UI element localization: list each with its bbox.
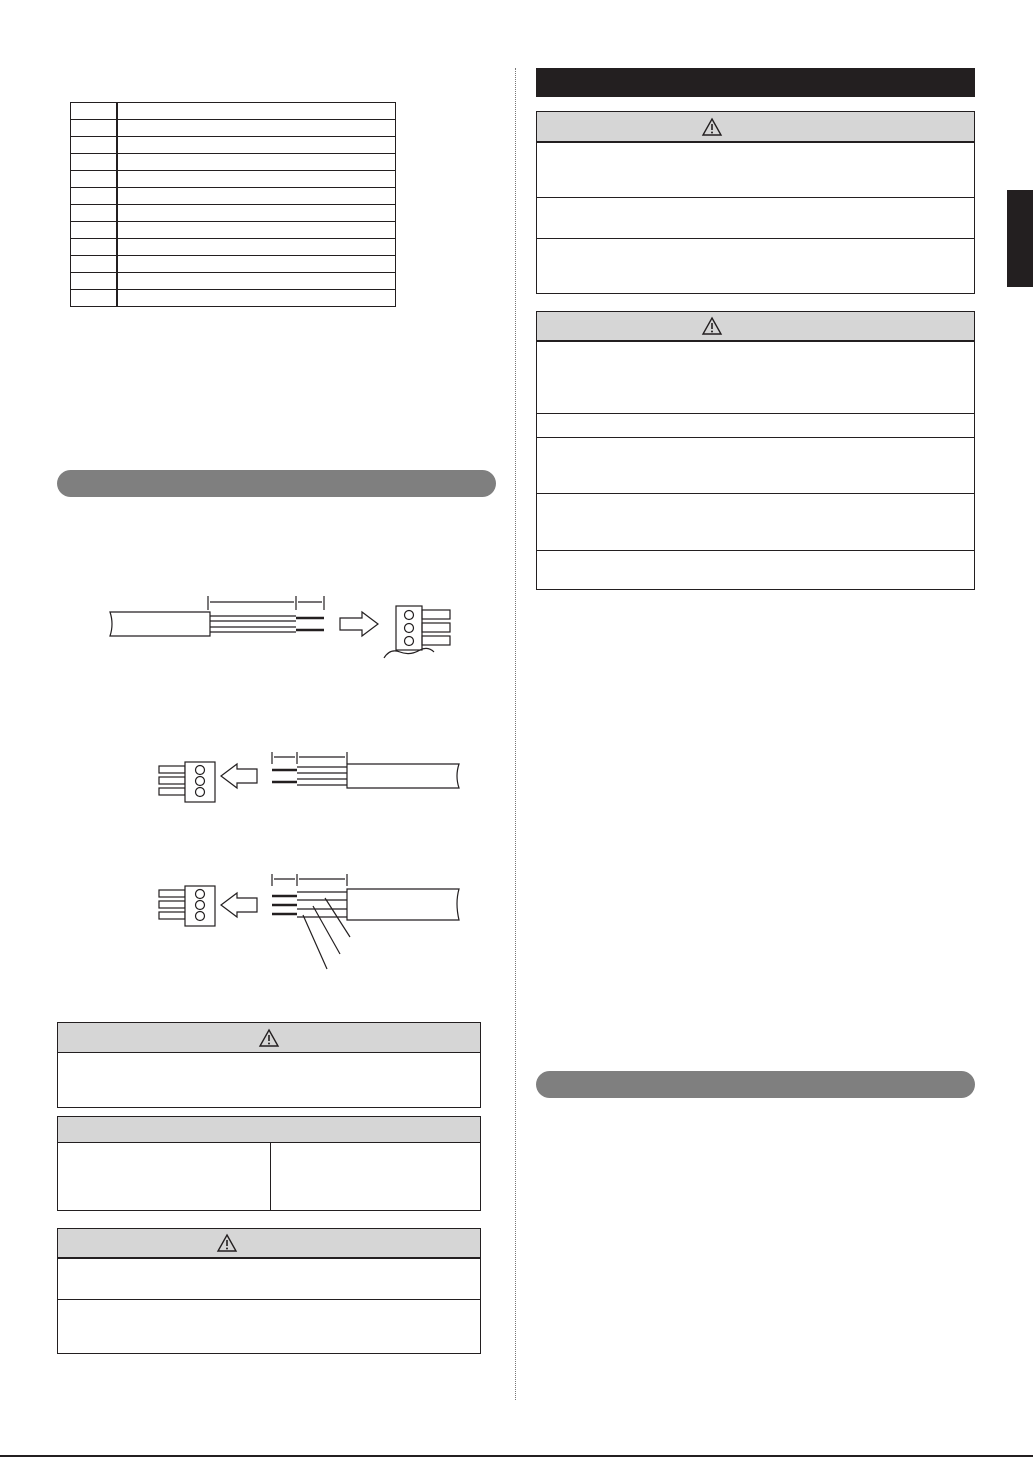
spec-table-cell bbox=[117, 188, 396, 205]
note-box-left bbox=[57, 1116, 481, 1211]
spec-table-row bbox=[71, 290, 396, 307]
wiring-diagram-3 bbox=[155, 872, 475, 972]
warning-item bbox=[537, 142, 974, 197]
spec-table-row bbox=[71, 256, 396, 273]
spec-table-cell bbox=[71, 171, 118, 188]
warning-item bbox=[537, 493, 974, 550]
spec-table-cell bbox=[117, 171, 396, 188]
spec-table-cell bbox=[117, 273, 396, 290]
note-box-header bbox=[58, 1117, 480, 1143]
spec-table-cell bbox=[117, 239, 396, 256]
spec-table-row bbox=[71, 120, 396, 137]
warning-item bbox=[537, 413, 974, 437]
warning-triangle-icon bbox=[702, 118, 722, 136]
spec-table-cell bbox=[71, 273, 118, 290]
section-heading-bar-right bbox=[536, 1071, 975, 1098]
wiring-diagram-1 bbox=[100, 590, 480, 670]
warning-box-header bbox=[537, 112, 974, 142]
spec-table-cell bbox=[117, 256, 396, 273]
spec-table-row bbox=[71, 188, 396, 205]
spec-table-cell bbox=[71, 222, 118, 239]
warning-box-header bbox=[58, 1023, 480, 1053]
spec-table bbox=[70, 102, 396, 307]
warning-box-header bbox=[58, 1229, 480, 1258]
warning-item bbox=[537, 341, 974, 413]
spec-table-cell bbox=[117, 103, 396, 120]
section-title-bar bbox=[536, 68, 975, 97]
spec-table-cell bbox=[117, 154, 396, 171]
warning-box-header bbox=[537, 312, 974, 341]
spec-table-cell bbox=[71, 137, 118, 154]
warning-box-right-2 bbox=[536, 311, 975, 590]
language-tab bbox=[1007, 190, 1033, 287]
spec-table-cell bbox=[71, 205, 118, 222]
spec-table-row bbox=[71, 239, 396, 256]
warning-item bbox=[537, 437, 974, 493]
spec-table-row bbox=[71, 171, 396, 188]
warning-item bbox=[537, 197, 974, 238]
spec-table-cell bbox=[117, 290, 396, 307]
spec-table-cell bbox=[71, 154, 118, 171]
spec-table-row bbox=[71, 222, 396, 239]
warning-box-right-1 bbox=[536, 111, 975, 294]
spec-table-row bbox=[71, 273, 396, 290]
column-divider bbox=[270, 1143, 271, 1210]
spec-table-cell bbox=[117, 205, 396, 222]
wiring-diagram-2 bbox=[155, 750, 475, 810]
warning-box-left-1 bbox=[57, 1022, 481, 1108]
warning-box-left-2 bbox=[57, 1228, 481, 1354]
spec-table-row bbox=[71, 154, 396, 171]
column-separator bbox=[515, 68, 516, 1400]
spec-table-row bbox=[71, 137, 396, 154]
spec-table-cell bbox=[71, 290, 118, 307]
warning-item bbox=[58, 1258, 480, 1299]
warning-item bbox=[58, 1299, 480, 1353]
warning-triangle-icon bbox=[702, 317, 722, 335]
spec-table-cell bbox=[117, 137, 396, 154]
spec-table-row bbox=[71, 103, 396, 120]
section-heading-bar-left bbox=[57, 470, 496, 497]
warning-triangle-icon bbox=[259, 1029, 279, 1047]
warning-item bbox=[537, 550, 974, 589]
spec-table-cell bbox=[117, 222, 396, 239]
page-bottom-rule bbox=[0, 1455, 1033, 1457]
warning-item bbox=[537, 238, 974, 293]
spec-table-cell bbox=[71, 188, 118, 205]
spec-table-cell bbox=[71, 239, 118, 256]
warning-triangle-icon bbox=[217, 1234, 237, 1252]
spec-table-cell bbox=[71, 256, 118, 273]
spec-table-cell bbox=[117, 120, 396, 137]
spec-table-row bbox=[71, 205, 396, 222]
spec-table-cell bbox=[71, 103, 118, 120]
spec-table-cell bbox=[71, 120, 118, 137]
